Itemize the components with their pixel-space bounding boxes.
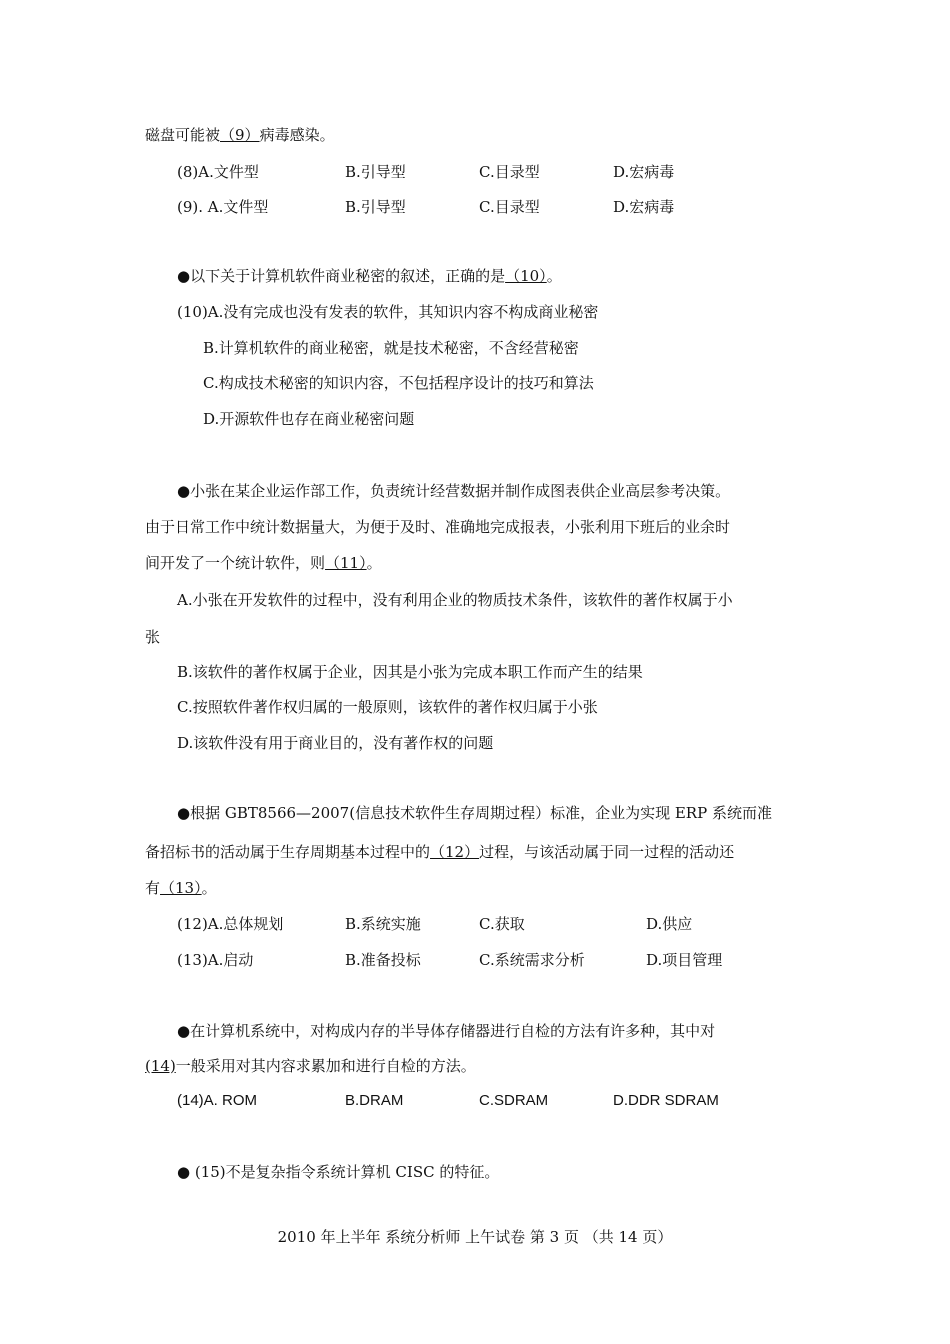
- q13-option-d: D.项目管理: [646, 951, 723, 969]
- blank-12: （12）: [430, 843, 480, 861]
- q12-option-d: D.供应: [646, 915, 693, 933]
- q15-stem: ● (15)不是复杂指令系统计算机 CISC 的特征。: [177, 1163, 500, 1181]
- q10-option-a: (10)A.没有完成也没有发表的软件，其知识内容不构成商业秘密: [177, 303, 599, 321]
- q11-option-a-line-1: A.小张在开发软件的过程中，没有利用企业的物质技术条件，该软件的著作权属于小: [177, 591, 733, 609]
- blank-10: （10）: [505, 267, 547, 285]
- q12-stem-line-2: 备招标书的活动属于生存周期基本过程中的（12）过程，与该活动属于同一过程的活动还: [145, 843, 735, 861]
- q13-option-c: C.系统需求分析: [479, 951, 585, 969]
- q11-option-b: B.该软件的著作权属于企业，因其是小张为完成本职工作而产生的结果: [177, 663, 643, 681]
- q11-option-c: C.按照软件著作权归属的一般原则，该软件的著作权归属于小张: [177, 698, 598, 716]
- q14-stem-line-2: (14)一般采用对其内容求累加和进行自检的方法。: [145, 1057, 476, 1075]
- q13-option-b: B.准备投标: [345, 951, 421, 969]
- blank-11: （11）: [325, 554, 367, 572]
- q14-stem-line-1: ●在计算机系统中，对构成内存的半导体存储器进行自检的方法有许多种，其中对: [177, 1022, 716, 1040]
- q11-option-d: D.该软件没有用于商业目的，没有著作权的问题: [177, 734, 494, 752]
- q10-stem: ●以下关于计算机软件商业秘密的叙述，正确的是（10）。: [177, 267, 562, 285]
- q12-option-a: (12)A.总体规划: [177, 915, 284, 933]
- q8-option-b: B.引导型: [345, 163, 406, 181]
- q12-stem-line-3: 有（13）。: [145, 879, 217, 897]
- q10-option-d: D.开源软件也存在商业秘密问题: [203, 410, 415, 428]
- q9-option-d: D.宏病毒: [613, 198, 675, 216]
- q10-option-c: C.构成技术秘密的知识内容，不包括程序设计的技巧和算法: [203, 374, 594, 392]
- q8-option-a: (8)A.文件型: [177, 163, 259, 181]
- q12-option-c: C.获取: [479, 915, 525, 933]
- q13-option-a: (13)A.启动: [177, 951, 254, 969]
- q14-option-b: B.DRAM: [345, 1092, 404, 1109]
- q12-stem-line-1: ●根据 GBT8566—2007(信息技术软件生存周期过程）标准，企业为实现 ERP 系统而准: [177, 804, 772, 822]
- q9-option-c: C.目录型: [479, 198, 540, 216]
- blank-13: （13）: [160, 879, 202, 897]
- q11-stem-line-1: ●小张在某企业运作部工作，负责统计经营数据并制作成图表供企业高层参考决策。: [177, 482, 731, 500]
- q10-option-b: B.计算机软件的商业秘密，就是技术秘密，不含经营秘密: [203, 339, 579, 357]
- q9-option-a: (9). A.文件型: [177, 198, 269, 216]
- q14-option-a: (14)A. ROM: [177, 1092, 258, 1109]
- q11-option-a-line-2: 张: [145, 628, 161, 646]
- q8-option-c: C.目录型: [479, 163, 540, 181]
- page-footer: 2010 年上半年 系统分析师 上午试卷 第 3 页 （共 14 页）: [277, 1228, 673, 1246]
- q11-stem-line-3: 间开发了一个统计软件，则（11）。: [145, 554, 382, 572]
- q9-intro: 磁盘可能被（9）病毒感染。: [145, 126, 335, 144]
- blank-9: （9）: [220, 126, 260, 144]
- q12-option-b: B.系统实施: [345, 915, 421, 933]
- q8-option-d: D.宏病毒: [613, 163, 675, 181]
- blank-14: (14): [145, 1057, 176, 1075]
- q11-stem-line-2: 由于日常工作中统计数据量大，为便于及时、准确地完成报表，小张利用下班后的业余时: [145, 518, 731, 536]
- q14-option-c: C.SDRAM: [479, 1092, 549, 1109]
- q14-option-d: D.DDR SDRAM: [613, 1092, 719, 1109]
- q9-option-b: B.引导型: [345, 198, 406, 216]
